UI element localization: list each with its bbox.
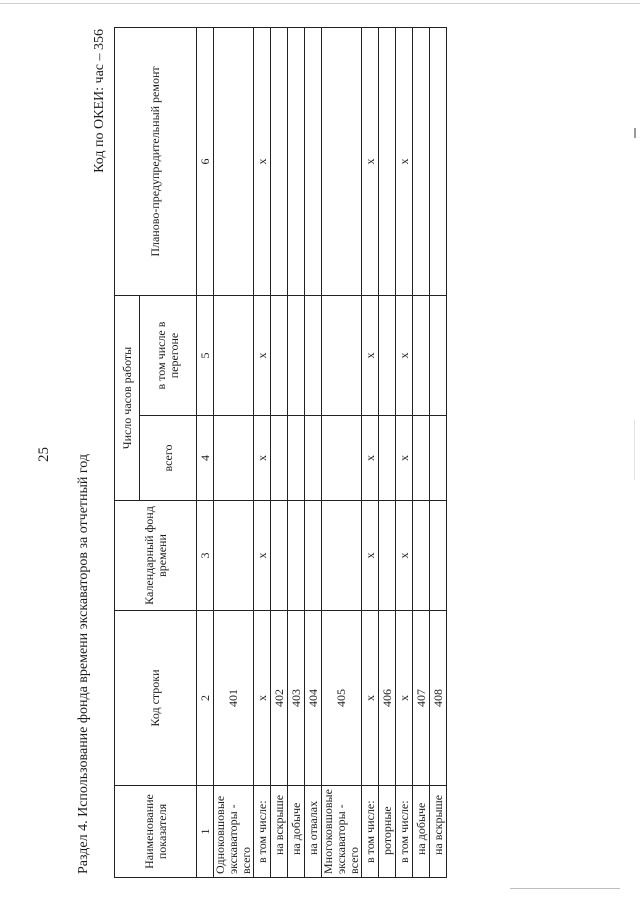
- cell-total[interactable]: [288, 416, 305, 501]
- table-row: [430, 28, 447, 878]
- cell-transit: x: [362, 296, 379, 416]
- header-in-transit: в том числе в перегоне: [140, 296, 197, 416]
- cell-transit[interactable]: [271, 296, 288, 416]
- header-row-code: Код строки: [115, 611, 197, 786]
- cell-repair[interactable]: [305, 28, 322, 296]
- table-row: [305, 28, 322, 878]
- scan-top-line: [0, 3, 640, 4]
- cell-total[interactable]: [379, 416, 396, 501]
- table-row: [254, 28, 271, 878]
- row-name: на вскрыше: [271, 786, 288, 878]
- row-name: роторные: [379, 786, 396, 878]
- scan-bottom-mark: [510, 888, 620, 889]
- header-name: Наименование показателя: [115, 786, 197, 878]
- table-row: [288, 28, 305, 878]
- header-total: всего: [140, 416, 197, 501]
- row-code: 401: [214, 611, 254, 786]
- cell-calendar[interactable]: [430, 501, 447, 611]
- scan-speck-faint: [634, 420, 635, 480]
- row-code: 408: [430, 611, 447, 786]
- rotated-page-content: [36, 25, 604, 880]
- cell-calendar[interactable]: [322, 501, 362, 611]
- column-number: 4: [197, 416, 214, 501]
- section-title: Раздел 4. Использование фонда времени экскаваторов за отчетный год: [76, 453, 91, 874]
- row-name: на добыче: [413, 786, 430, 878]
- header-work-hours: Число часов работы: [115, 296, 140, 501]
- row-code: 404: [305, 611, 322, 786]
- okei-code: Код по ОКЕИ: час – 356: [92, 29, 107, 173]
- cell-transit: x: [396, 296, 413, 416]
- row-name: в том числе:: [396, 786, 413, 878]
- cell-calendar[interactable]: [214, 501, 254, 611]
- cell-total[interactable]: [305, 416, 322, 501]
- cell-repair[interactable]: [379, 28, 396, 296]
- table-row: [271, 28, 288, 878]
- column-number-row: [197, 28, 214, 878]
- row-name: в том числе:: [362, 786, 379, 878]
- cell-calendar: x: [396, 501, 413, 611]
- row-code: 403: [288, 611, 305, 786]
- cell-calendar: x: [362, 501, 379, 611]
- cell-calendar: x: [254, 501, 271, 611]
- row-name: в том числе:: [254, 786, 271, 878]
- row-name: Многоковшовые экскаваторы - всего: [322, 786, 362, 878]
- column-number: 6: [197, 28, 214, 296]
- page-number: 25: [36, 447, 52, 462]
- cell-calendar[interactable]: [288, 501, 305, 611]
- cell-transit[interactable]: [305, 296, 322, 416]
- cell-repair: x: [362, 28, 379, 296]
- cell-transit[interactable]: [322, 296, 362, 416]
- row-code: 402: [271, 611, 288, 786]
- column-number: 3: [197, 501, 214, 611]
- scan-speck: [634, 128, 636, 138]
- row-code: x: [254, 611, 271, 786]
- cell-transit[interactable]: [379, 296, 396, 416]
- row-name: на отвалах: [305, 786, 322, 878]
- cell-repair: x: [396, 28, 413, 296]
- cell-transit[interactable]: [413, 296, 430, 416]
- cell-calendar[interactable]: [271, 501, 288, 611]
- table-row: [362, 28, 379, 878]
- cell-repair[interactable]: [288, 28, 305, 296]
- cell-total[interactable]: [214, 416, 254, 501]
- cell-total: x: [396, 416, 413, 501]
- row-name: на добыче: [288, 786, 305, 878]
- column-number: 5: [197, 296, 214, 416]
- cell-total[interactable]: [430, 416, 447, 501]
- column-number: 2: [197, 611, 214, 786]
- cell-total[interactable]: [413, 416, 430, 501]
- row-code: x: [396, 611, 413, 786]
- cell-transit[interactable]: [214, 296, 254, 416]
- cell-total: x: [254, 416, 271, 501]
- cell-total[interactable]: [271, 416, 288, 501]
- row-name: на вскрыше: [430, 786, 447, 878]
- row-name: Одноковшовые экскаваторы - всего: [214, 786, 254, 878]
- header-planned-repair: Планово-предупредительный ремонт: [115, 28, 197, 296]
- cell-repair[interactable]: [430, 28, 447, 296]
- row-code: 405: [322, 611, 362, 786]
- table-row: [413, 28, 430, 878]
- table-row: [379, 28, 396, 878]
- cell-repair[interactable]: [322, 28, 362, 296]
- cell-repair: x: [254, 28, 271, 296]
- row-code: 407: [413, 611, 430, 786]
- row-code: x: [362, 611, 379, 786]
- cell-total[interactable]: [322, 416, 362, 501]
- column-number: 1: [197, 786, 214, 878]
- cell-total: x: [362, 416, 379, 501]
- table-row: [214, 28, 254, 878]
- cell-calendar[interactable]: [379, 501, 396, 611]
- table-row: [396, 28, 413, 878]
- cell-repair[interactable]: [271, 28, 288, 296]
- header-row-1: [115, 28, 140, 878]
- cell-calendar[interactable]: [305, 501, 322, 611]
- cell-calendar[interactable]: [413, 501, 430, 611]
- header-calendar-fund: Календарный фонд времени: [115, 501, 197, 611]
- cell-repair[interactable]: [413, 28, 430, 296]
- cell-transit[interactable]: [288, 296, 305, 416]
- cell-transit: x: [254, 296, 271, 416]
- row-code: 406: [379, 611, 396, 786]
- cell-repair[interactable]: [214, 28, 254, 296]
- table-row: [322, 28, 362, 878]
- cell-transit[interactable]: [430, 296, 447, 416]
- excavator-time-table: [114, 27, 447, 878]
